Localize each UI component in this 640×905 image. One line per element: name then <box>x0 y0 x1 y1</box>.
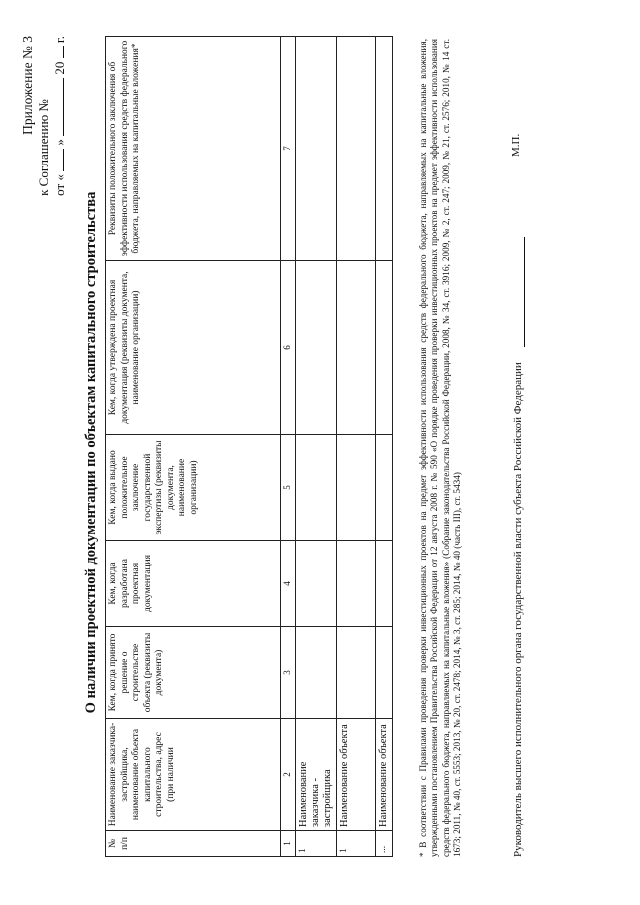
header-cell: Кем, когда утверждена проектная документация (реквизиты документа, наименование организации) <box>106 261 281 435</box>
row-name: Наименование объекта <box>375 719 392 831</box>
header-cell: Кем, когда принято решение о строительстве объекта (реквизиты документа) <box>106 627 281 719</box>
header-cell: Кем, когда выдано положительное заключение государственной экспертизы (реквизиты документа, наименование организации) <box>106 435 281 541</box>
appendix-header <box>20 36 68 196</box>
empty-cell <box>336 541 375 627</box>
appendix-title: Приложение № 3 <box>20 36 35 135</box>
row-name: Наименование объекта <box>336 719 375 831</box>
date-day-blank <box>63 149 64 171</box>
empty-cell <box>295 37 336 261</box>
empty-cell <box>295 435 336 541</box>
header-cell: Наименование заказчика-застройщика, наименование объекта капитального строительства, адрес (при наличии <box>106 719 281 831</box>
date-suffix: г. <box>52 36 67 44</box>
date-prefix: от « <box>52 174 67 196</box>
empty-cell <box>336 627 375 719</box>
empty-cell <box>375 435 392 541</box>
empty-cell <box>375 541 392 627</box>
agreement-label: к Соглашению № <box>36 99 51 196</box>
empty-cell <box>375 627 392 719</box>
agreement-reference <box>36 36 52 196</box>
column-number: 6 <box>281 261 296 435</box>
empty-cell <box>336 37 375 261</box>
table-row <box>336 37 375 857</box>
empty-cell <box>295 261 336 435</box>
row-number: 1 <box>336 831 375 857</box>
date-year: 20 <box>52 61 67 75</box>
header-cell: Реквизиты положительного заключения об эффективности использования средств федерального бюджета, направляемых на капитальные вложения* <box>106 37 281 261</box>
date-mid: » <box>52 139 67 146</box>
column-number: 2 <box>281 719 296 831</box>
header-cell: Кем, когда разработана проектная документация <box>106 541 281 627</box>
project-documentation-table <box>105 36 393 857</box>
row-number: 1 <box>295 831 336 857</box>
row-number: ... <box>375 831 392 857</box>
stamp-placeholder: М.П. <box>510 133 522 157</box>
date-year-blank <box>63 46 64 58</box>
signatory-title: Руководитель высшего исполнительного органа государственной власти субъекта Российской Федерации <box>512 362 524 857</box>
table-row <box>375 37 392 857</box>
column-number: 4 <box>281 541 296 627</box>
empty-cell <box>375 261 392 435</box>
signature-line <box>524 237 525 347</box>
column-number: 3 <box>281 627 296 719</box>
empty-cell <box>295 627 336 719</box>
table-row <box>295 37 336 857</box>
agreement-date <box>52 36 68 196</box>
table-header-row <box>106 37 281 857</box>
row-name: Наименование заказчика - застройщика <box>295 719 336 831</box>
empty-cell <box>295 541 336 627</box>
column-number: 1 <box>281 831 296 857</box>
column-number: 7 <box>281 37 296 261</box>
footnote: * В соответствии с Правилами проведения проверки инвестиционных проектов на предмет эффективности использования средств федерального бюджета, направляемых на капитальные вложения, утвержденными постановлением Правительства Российской Федерации от 12 августа 2008 г. № 590 «О порядке проведения проверки инвестиционных проектов на предмет эффективности использования средств федерального бюджета, направляемых на капитальные вложения» (Собрание законодательства Российской Федерации, 2008, № 34, ст. 3916; 2009, № 2, ст. 247; 2009, № 21, ст. 2576; 2010, № 14 ст. 1673; 2011, № 40, ст. 5553; 2013, № 20, ст. 2478; 2014, № 3, ст. 285; 2014, № 40 (часть III), ст. 5434) <box>418 39 463 857</box>
date-month-blank <box>63 78 64 136</box>
empty-cell <box>336 261 375 435</box>
header-cell: № п/п <box>106 831 281 857</box>
document-title: О наличии проектной документации по объектам капитального строительства <box>83 191 99 714</box>
column-number-row <box>281 37 296 857</box>
signature-block <box>498 37 528 857</box>
empty-cell <box>375 37 392 261</box>
column-number: 5 <box>281 435 296 541</box>
empty-cell <box>336 435 375 541</box>
